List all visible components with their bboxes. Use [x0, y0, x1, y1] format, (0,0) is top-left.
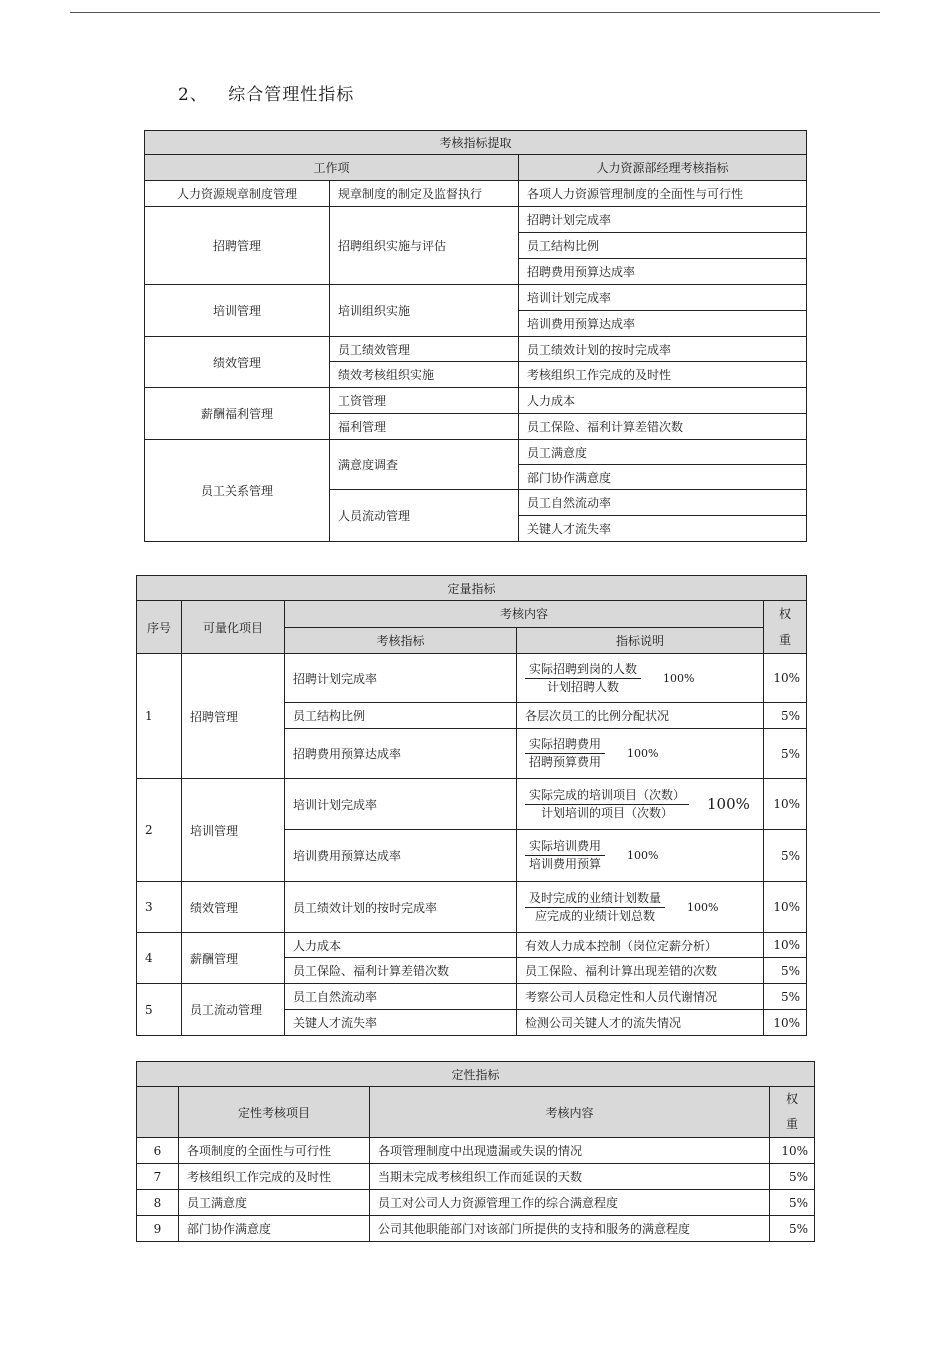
seq-cell: 7 [137, 1164, 179, 1190]
weight-header-line: 权 [786, 1092, 799, 1106]
weight-header [770, 1087, 815, 1138]
blank-header [137, 1087, 179, 1138]
seq-cell: 3 [137, 882, 182, 933]
formula-cell [517, 830, 764, 882]
indicator-cell: 各项人力资源管理制度的全面性与可行性 [519, 181, 807, 207]
category-cell: 招聘管理 [145, 207, 330, 285]
category-cell: 绩效管理 [145, 337, 330, 388]
work-item-cell: 绩效考核组织实施 [330, 362, 519, 388]
weight-cell: 5% [770, 1216, 815, 1242]
seq-cell: 9 [137, 1216, 179, 1242]
weight-cell: 10% [764, 779, 807, 830]
indicator-cell: 部门协作满意度 [519, 465, 807, 490]
formula-percent: 100% [707, 795, 750, 813]
weight-cell: 5% [770, 1190, 815, 1216]
weight-header-line: 重 [779, 633, 792, 647]
work-item-cell: 福利管理 [330, 414, 519, 440]
formula [525, 736, 658, 771]
weight-cell: 5% [764, 703, 807, 729]
weight-cell: 10% [764, 882, 807, 933]
weight-cell: 5% [764, 958, 807, 984]
formula [525, 787, 750, 822]
indicator-cell: 员工绩效计划的按时完成率 [285, 882, 517, 933]
formula-percent: 100% [687, 900, 719, 914]
indicator-cell: 招聘计划完成率 [519, 207, 807, 233]
indicator-cell: 员工满意度 [519, 440, 807, 465]
category-cell: 培训管理 [145, 285, 330, 337]
formula-cell [517, 779, 764, 830]
indicator-cell: 人力成本 [285, 933, 517, 958]
item-cell: 各项制度的全面性与可行性 [179, 1138, 370, 1164]
item-cell: 薪酬管理 [182, 933, 285, 984]
formula-cell [517, 882, 764, 933]
seq-cell: 2 [137, 779, 182, 882]
column-header: 指标说明 [517, 627, 764, 654]
column-header: 人力资源部经理考核指标 [519, 155, 807, 181]
explain-cell: 有效人力成本控制（岗位定薪分析） [517, 933, 764, 958]
work-item-cell: 规章制度的制定及监督执行 [330, 181, 519, 207]
weight-header-line: 权 [779, 607, 792, 621]
formula-numerator: 实际招聘到岗的人数 [525, 661, 641, 679]
content-cell: 员工对公司人力资源管理工作的综合满意程度 [370, 1190, 770, 1216]
formula-denominator: 计划招聘人数 [547, 679, 620, 694]
item-cell: 部门协作满意度 [179, 1216, 370, 1242]
table-title: 考核指标提取 [145, 131, 807, 155]
weight-cell: 5% [770, 1164, 815, 1190]
formula [525, 661, 694, 696]
seq-cell: 1 [137, 654, 182, 779]
formula-denominator: 计划培训的项目（次数） [541, 805, 674, 820]
indicator-cell: 招聘费用预算达成率 [285, 729, 517, 779]
item-cell: 培训管理 [182, 779, 285, 882]
table-title: 定量指标 [137, 576, 807, 601]
content-cell: 公司其他职能部门对该部门所提供的支持和服务的满意程度 [370, 1216, 770, 1242]
column-header: 可量化项目 [182, 601, 285, 654]
content-cell: 当期未完成考核组织工作而延误的天数 [370, 1164, 770, 1190]
indicator-cell: 员工自然流动率 [285, 984, 517, 1010]
section-heading [178, 80, 354, 105]
formula-cell [517, 654, 764, 703]
seq-cell: 4 [137, 933, 182, 984]
table-title: 定性指标 [137, 1062, 815, 1087]
category-cell: 人力资源规章制度管理 [145, 181, 330, 207]
content-cell: 各项管理制度中出现遗漏或失误的情况 [370, 1138, 770, 1164]
formula [525, 890, 718, 925]
weight-cell: 5% [764, 830, 807, 882]
column-header: 定性考核项目 [179, 1087, 370, 1138]
indicator-cell: 考核组织工作完成的及时性 [519, 362, 807, 388]
indicator-cell: 人力成本 [519, 388, 807, 414]
indicator-cell: 招聘费用预算达成率 [519, 259, 807, 285]
column-header: 工作项 [145, 155, 519, 181]
indicator-cell: 培训计划完成率 [285, 779, 517, 830]
indicator-cell: 员工结构比例 [285, 703, 517, 729]
item-cell: 考核组织工作完成的及时性 [179, 1164, 370, 1190]
indicator-extraction-table [144, 130, 807, 542]
quantitative-indicator-table [136, 575, 807, 1036]
indicator-cell: 员工保险、福利计算差错次数 [519, 414, 807, 440]
formula-denominator: 招聘预算费用 [529, 755, 602, 769]
work-item-cell: 培训组织实施 [330, 285, 519, 337]
column-header: 考核指标 [285, 627, 517, 654]
work-item-cell: 员工绩效管理 [330, 337, 519, 362]
top-rule [70, 12, 880, 13]
section-number: 2、 [178, 85, 208, 105]
formula-numerator: 实际培训费用 [525, 838, 605, 856]
indicator-cell: 员工保险、福利计算差错次数 [285, 958, 517, 984]
qualitative-indicator-table [136, 1061, 815, 1242]
formula [525, 838, 658, 873]
weight-cell: 10% [764, 654, 807, 703]
weight-cell: 5% [764, 984, 807, 1010]
formula-percent: 100% [627, 747, 659, 760]
indicator-cell: 培训计划完成率 [519, 285, 807, 311]
item-cell: 招聘管理 [182, 654, 285, 779]
indicator-cell: 员工结构比例 [519, 233, 807, 259]
weight-header [764, 601, 807, 654]
column-header: 序号 [137, 601, 182, 654]
formula-numerator: 实际完成的培训项目（次数） [525, 787, 689, 805]
weight-header-line: 重 [786, 1117, 799, 1131]
formula-numerator: 及时完成的业绩计划数量 [525, 890, 665, 908]
formula-denominator: 培训费用预算 [529, 857, 602, 871]
weight-cell: 10% [764, 933, 807, 958]
weight-cell: 5% [764, 729, 807, 779]
explain-cell: 员工保险、福利计算出现差错的次数 [517, 958, 764, 984]
seq-cell: 6 [137, 1138, 179, 1164]
indicator-cell: 培训费用预算达成率 [519, 311, 807, 337]
seq-cell: 5 [137, 984, 182, 1036]
explain-cell: 考察公司人员稳定性和人员代谢情况 [517, 984, 764, 1010]
formula-percent: 100% [663, 671, 695, 685]
formula-cell [517, 729, 764, 779]
item-cell: 绩效管理 [182, 882, 285, 933]
explain-cell: 检测公司关键人才的流失情况 [517, 1010, 764, 1036]
item-cell: 员工流动管理 [182, 984, 285, 1036]
work-item-cell: 满意度调查 [330, 440, 519, 490]
section-title: 综合管理性指标 [228, 85, 355, 105]
formula-percent: 100% [627, 849, 659, 862]
work-item-cell: 工资管理 [330, 388, 519, 414]
weight-cell: 10% [770, 1138, 815, 1164]
category-cell: 员工关系管理 [145, 440, 330, 542]
indicator-cell: 关键人才流失率 [285, 1010, 517, 1036]
formula-denominator: 应完成的业绩计划总数 [535, 908, 656, 923]
seq-cell: 8 [137, 1190, 179, 1216]
category-cell: 薪酬福利管理 [145, 388, 330, 440]
formula-numerator: 实际招聘费用 [525, 736, 605, 754]
weight-cell: 10% [764, 1010, 807, 1036]
indicator-cell: 员工自然流动率 [519, 490, 807, 516]
explain-cell: 各层次员工的比例分配状况 [517, 703, 764, 729]
indicator-cell: 培训费用预算达成率 [285, 830, 517, 882]
column-header: 考核内容 [370, 1087, 770, 1138]
indicator-cell: 关键人才流失率 [519, 516, 807, 542]
column-header: 考核内容 [285, 601, 764, 628]
indicator-cell: 招聘计划完成率 [285, 654, 517, 703]
work-item-cell: 人员流动管理 [330, 490, 519, 542]
work-item-cell: 招聘组织实施与评估 [330, 207, 519, 285]
item-cell: 员工满意度 [179, 1190, 370, 1216]
indicator-cell: 员工绩效计划的按时完成率 [519, 337, 807, 362]
